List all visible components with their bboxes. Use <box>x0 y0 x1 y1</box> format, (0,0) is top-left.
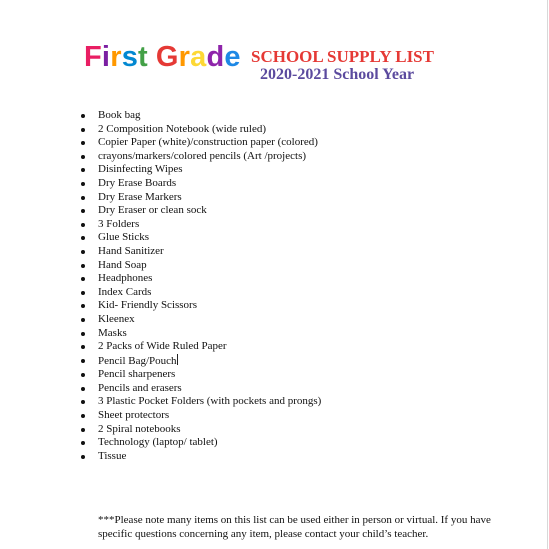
supply-item-text: 3 Folders <box>98 217 140 230</box>
supply-list-item <box>78 368 321 382</box>
supply-item-text: Glue Sticks <box>98 231 150 244</box>
supply-item-text: Hand Soap <box>98 258 147 271</box>
supply-list-item <box>78 218 321 232</box>
supply-list-item <box>78 231 321 245</box>
supply-list-item <box>78 204 321 218</box>
first-grade-letter: d <box>206 41 225 73</box>
supply-list-item <box>78 436 321 450</box>
supply-item-text: Hand Sanitizer <box>98 244 164 257</box>
supply-item-text: Masks <box>98 326 127 339</box>
supply-list-item <box>78 259 321 273</box>
first-grade-title <box>84 40 241 74</box>
supply-list-item <box>78 409 321 423</box>
supply-list-item <box>78 177 321 191</box>
supply-item-text: Kid- Friendly Scissors <box>98 299 197 312</box>
supply-list-item <box>78 354 321 369</box>
supply-item-text: Pencil sharpeners <box>98 368 176 381</box>
school-supply-list-title: SCHOOL SUPPLY LIST <box>251 47 434 66</box>
supply-list-item <box>78 123 321 137</box>
supply-list-item <box>78 136 321 150</box>
supply-list-item <box>78 395 321 409</box>
supply-item-text: Index Cards <box>98 285 152 298</box>
school-year-subtitle: 2020-2021 School Year <box>260 66 415 83</box>
first-grade-letter: r <box>110 41 122 73</box>
supply-item-text: Dry Eraser or clean sock <box>98 204 207 217</box>
first-grade-letter: G <box>155 41 179 73</box>
supply-item-text: Book bag <box>98 109 141 121</box>
supply-item-text: 2 Spiral notebooks <box>98 422 181 435</box>
first-grade-letter: s <box>121 41 139 73</box>
supply-list-item <box>78 272 321 286</box>
supply-item-text: Copier Paper (white)/construction paper (colored) <box>98 136 318 149</box>
supply-item-text: Pencil Bag/Pouch <box>98 354 177 367</box>
supply-list-item <box>78 299 321 313</box>
supply-item-text: 2 Packs of Wide Ruled Paper <box>98 340 227 353</box>
supply-list-item <box>78 191 321 205</box>
first-grade-letter: F <box>84 41 102 73</box>
supply-item-text: crayons/markers/colored pencils (Art /projects) <box>98 149 307 162</box>
supply-list-item <box>78 245 321 259</box>
supply-list-item <box>78 327 321 341</box>
supply-list-item <box>78 150 321 164</box>
supply-item-text: 3 Plastic Pocket Folders (with pockets and prongs) <box>98 395 322 408</box>
supply-item-text: Disinfecting Wipes <box>98 163 183 176</box>
supply-list-item <box>78 163 321 177</box>
supply-item-text: 2 Composition Notebook (wide ruled) <box>98 122 267 135</box>
supply-item-text: Technology (laptop/ tablet) <box>98 436 218 449</box>
first-grade-letter: e <box>224 41 241 73</box>
supply-item-text: Sheet protectors <box>98 409 170 422</box>
supply-list-item <box>78 286 321 300</box>
supply-list-item <box>78 382 321 396</box>
supply-item-text: Headphones <box>98 272 153 285</box>
text-cursor <box>177 354 178 365</box>
supply-list-item <box>78 450 321 464</box>
first-grade-letter: a <box>190 41 207 73</box>
supply-item-text: Dry Erase Markers <box>98 190 182 203</box>
supply-list-item <box>78 340 321 354</box>
supply-list <box>78 109 321 463</box>
supply-item-text: Pencils and erasers <box>98 381 182 394</box>
supply-list-item <box>78 313 321 327</box>
document-header <box>84 40 524 88</box>
supply-item-text: Kleenex <box>98 312 135 325</box>
supply-item-text: Tissue <box>98 449 127 462</box>
first-grade-letter: t <box>138 41 148 73</box>
supply-item-text: Dry Erase Boards <box>98 176 177 189</box>
first-grade-letter: i <box>101 41 111 73</box>
supply-list-item <box>78 109 321 123</box>
supply-list-item <box>78 423 321 437</box>
first-grade-letter: r <box>178 41 191 73</box>
footer-note: ***Please note many items on this list can be used either in person or virtual. If you have specific questions concerning any item, please contact your child’s teacher. <box>98 514 491 540</box>
